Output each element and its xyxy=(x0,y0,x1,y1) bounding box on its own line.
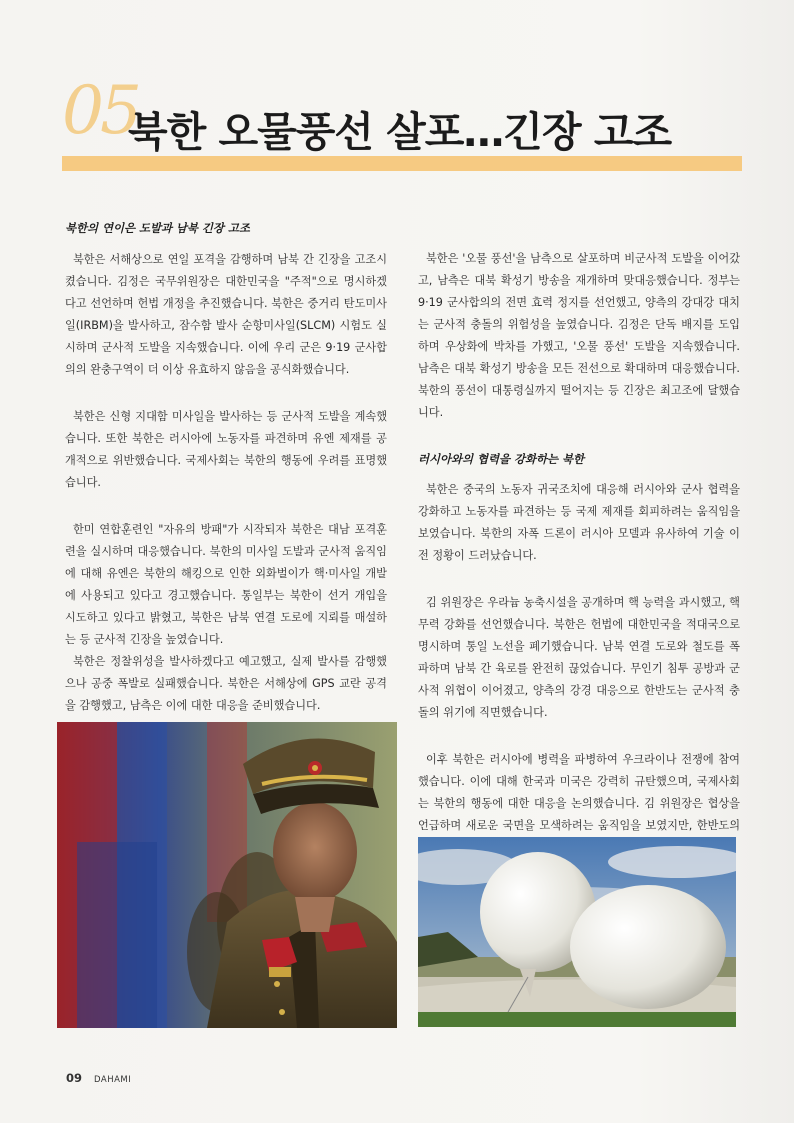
section-number: 05 xyxy=(62,72,138,149)
left-paragraph-4: 북한은 정찰위성을 발사하겠다고 예고했고, 실제 발사를 감행했으나 공중 폭발로 실패했습니다. 북한은 서해상에 GPS 교란 공격을 감행했고, 남측은 이에 대한 대응을 준비했습니다. xyxy=(65,655,387,712)
right-subheading: 러시아와의 협력을 강화하는 북한 xyxy=(418,452,584,466)
page-title: 북한 오물풍선 살포…긴장 고조 xyxy=(128,108,672,156)
title-underline-bar xyxy=(62,156,742,171)
left-column xyxy=(65,220,387,742)
right-paragraph-1: 북한은 '오물 풍선'을 남측으로 살포하며 비군사적 도발을 이어갔고, 남측은 대북 확성기 방송을 재개하며 맞대응했습니다. 정부는 9·19 군사합의의 전면 효력 정지를 선언했고, 양측의 강대강 대치는 군사적 충돌의 위험성을 높였습니다. 김정은 단독 배지를 도입하며 우상화에 박차를 가했고, '오물 풍선' 도발을 지속했습니다. 남측은 대북 확성기 방송을 모든 전선으로 확대하며 대응했습니다. 북한의 풍선이 대통령실까지 떨어지는 등 긴장은 최고조에 달했습니다. xyxy=(418,252,740,419)
right-paragraph-3: 김 위원장은 우라늄 농축시설을 공개하며 핵 능력을 과시했고, 핵무력 강화를 선언했습니다. 북한은 헌법에 대한민국을 적대국으로 명시하며 통일 노선을 폐기했습니다. 남북 연결 도로와 철도를 폭파하며 남북 간 육로를 완전히 끊었습니다. 무인기 침투 공방과 군사적 위협이 이어졌고, 양측의 강경 대응으로 한반도는 군사적 충돌의 위기에 직면했습니다. xyxy=(418,596,740,719)
left-paragraph-3: 한미 연합훈련인 "자유의 방패"가 시작되자 북한은 대남 포격훈련을 실시하며 대응했습니다. 북한의 미사일 도발과 군사적 움직임에 대해 유엔은 북한의 해킹으로 인한 외화벌이가 핵·미사일 개발에 사용되고 있다고 경고했습니다. 통일부는 북한이 선거 개입을 시도하고 있다고 밝혔고, 북한은 남북 연결 도로에 지뢰를 매설하는 등 군사적 긴장을 높였습니다. xyxy=(65,523,387,646)
right-paragraph-4: 이후 북한은 러시아에 병력을 파병하여 우크라이나 전쟁에 참여했습니다. 이에 대해 한국과 미국은 강력히 규탄했으며, 국제사회는 북한의 행동에 대한 대응을 논의했습니다. 김 위원장은 협상을 언급하며 새로운 국면을 모색하려는 움직임을 보였지만, 한반도의 xyxy=(418,753,740,832)
page-number: 09 xyxy=(66,1071,83,1085)
left-paragraph-2: 북한은 신형 지대함 미사일을 발사하는 등 군사적 도발을 계속했습니다. 또한 북한은 러시아에 노동자를 파견하며 유엔 제재를 공개적으로 위반했습니다. 국제사회는 북한의 행동에 우려를 표명했습니다. xyxy=(65,410,387,489)
right-paragraph-2: 북한은 중국의 노동자 귀국조치에 대응해 러시아와 군사 협력을 강화하고 노동자를 파견하는 등 국제 제재를 회피하려는 움직임을 보였습니다. 북한의 자폭 드론이 러시아 모델과 유사하여 기술 이전 정황이 드러났습니다. xyxy=(418,483,740,562)
balloon-photo xyxy=(418,837,736,1027)
left-subheading: 북한의 연이은 도발과 남북 긴장 고조 xyxy=(65,221,250,235)
left-paragraph-1: 북한은 서해상으로 연일 포격을 감행하며 남북 간 긴장을 고조시켰습니다. 김정은 국무위원장은 대한민국을 "주적"으로 명시하겠다고 선언하며 헌법 개정을 추진했습니다. 북한은 중거리 탄도미사일(IRBM)을 발사하고, 잠수함 발사 순항미사일(SLCM) 시험도 실시하며 군사적 도발을 지속했습니다. 이에 우리 군은 9·19 군사합의의 완충구역이 더 이상 유효하지 않음을 공식화했습니다. xyxy=(65,253,387,376)
right-column xyxy=(418,248,740,884)
soldier-photo xyxy=(57,722,397,1028)
magazine-brand: DAHAMI xyxy=(94,1075,132,1085)
page-footer xyxy=(66,1071,131,1085)
